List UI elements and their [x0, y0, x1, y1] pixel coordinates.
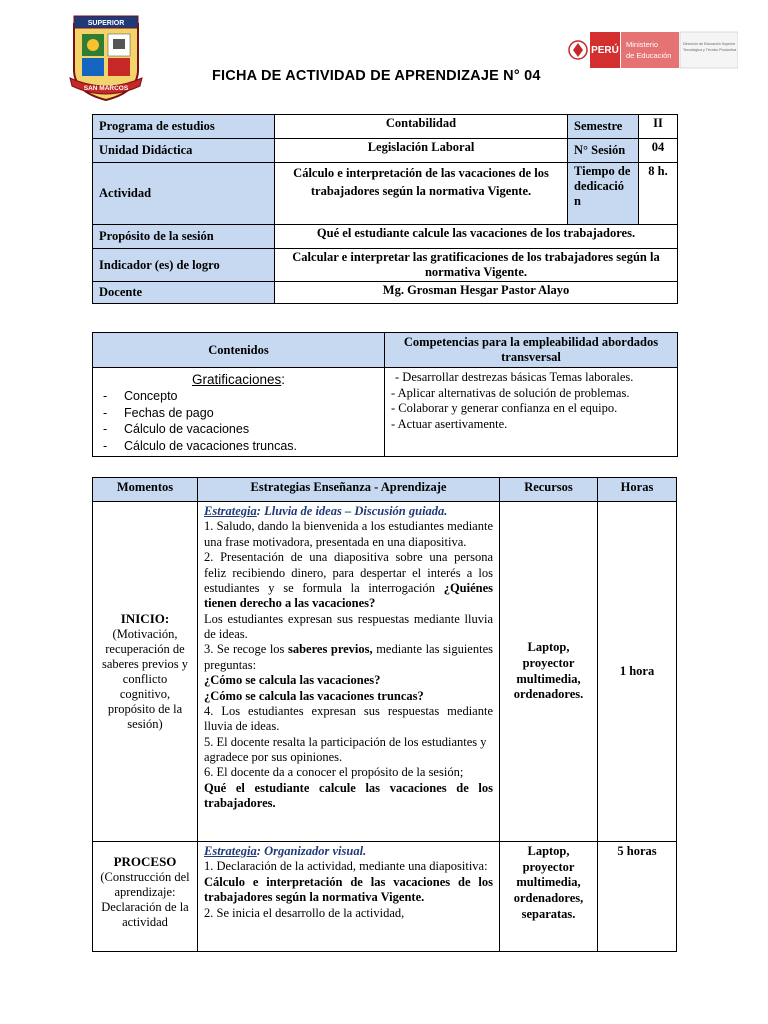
proceso-strategy-heading: Estrategia: Organizador visual.	[204, 844, 367, 858]
inicio-step: 4. Los estudiantes expresan sus respuestas mediante lluvia de ideas.	[204, 703, 493, 734]
institute-shield-logo	[68, 14, 144, 104]
estrategias-header: Estrategias Enseñanza - Aprendizaje	[198, 478, 500, 502]
competencias-header: Competencias para la empleabilidad abordados transversal	[385, 333, 678, 368]
proceso-strategies	[198, 842, 500, 952]
inicio-purpose: Qué el estudiante calcule las vacaciones de los trabajadores.	[204, 780, 493, 811]
semestre-value: II	[639, 115, 678, 139]
proceso-step: 2. Se inicia el desarrollo de la actividad,	[204, 905, 405, 920]
competencia-item: - Actuar asertivamente.	[391, 416, 508, 431]
actividad-value: Cálculo e interpretación de las vacaciones de los trabajadores según la normativa Vigente.	[275, 163, 568, 225]
competencias-cell	[385, 368, 678, 457]
momentos-header: Momentos	[93, 478, 198, 502]
contents-table	[92, 332, 678, 457]
contents-list	[99, 388, 378, 454]
svg-text:SAN MARCOS: SAN MARCOS	[83, 85, 129, 92]
list-item: - Cálculo de vacaciones	[103, 422, 250, 437]
inicio-step: Los estudiantes expresan sus respuestas mediante lluvia de ideas.	[204, 611, 493, 641]
indicador-label: Indicador (es) de logro	[93, 249, 275, 282]
inicio-strategies	[198, 502, 500, 842]
svg-text:Ministerio: Ministerio	[626, 40, 659, 49]
docente-value: Mg. Grosman Hesgar Pastor Alayo	[275, 282, 678, 304]
actividad-label: Actividad	[93, 163, 275, 225]
docente-label: Docente	[93, 282, 275, 304]
proceso-activity: Cálculo e interpretación de las vacaciones de los trabajadores según la normativa Vigente.	[204, 874, 493, 905]
proceso-recursos: Laptop, proyector multimedia, ordenadores, separatas.	[500, 842, 598, 952]
list-item: - Concepto	[103, 389, 178, 404]
list-item: - Cálculo de vacaciones truncas.	[103, 438, 298, 453]
competencia-item: - Desarrollar destrezas básicas Temas laborales.	[395, 370, 634, 384]
contenidos-cell	[93, 368, 385, 457]
ministry-logo	[568, 30, 738, 70]
proceso-horas: 5 horas	[598, 842, 677, 952]
inicio-step: 5. El docente resalta la participación de los estudiantes y agradece por sus opiniones.	[204, 734, 487, 764]
proposito-label: Propósito de la sesión	[93, 225, 275, 249]
svg-text:Tecnológica y Técnico Producti: Tecnológica y Técnico Productiva	[683, 48, 737, 52]
inicio-step: 1. Saludo, dando la bienvenida a los estudiantes mediante una frase motivadora, presentada en una diapositiva.	[204, 519, 493, 549]
session-info-table	[92, 114, 678, 304]
horas-header: Horas	[598, 478, 677, 502]
inicio-moment: INICIO: (Motivación, recuperación de saberes previos y conflicto cognitivo, propósito de la sesión)	[93, 502, 198, 842]
list-item: - Fechas de pago	[103, 405, 214, 420]
indicador-value: Calcular e interpretar las gratificaciones de los trabajadores según la normativa Vigente.	[275, 249, 678, 282]
inicio-question: ¿Cómo se calcula las vacaciones truncas?	[204, 688, 424, 703]
inicio-step: 3. Se recoge los saberes previos, mediante las siguientes preguntas:	[204, 642, 493, 672]
inicio-horas: 1 hora	[598, 502, 677, 842]
contenidos-header: Contenidos	[93, 333, 385, 368]
unidad-label: Unidad Didáctica	[93, 139, 275, 163]
svg-text:PERÚ: PERÚ	[591, 45, 619, 56]
inicio-step: 6. El docente da a conocer el propósito de la sesión;	[204, 765, 464, 780]
recursos-header: Recursos	[500, 478, 598, 502]
competencia-item: - Aplicar alternativas de solución de problemas.	[391, 385, 630, 400]
unidad-value: Legislación Laboral	[275, 139, 568, 163]
proposito-value: Qué el estudiante calcule las vacaciones de los trabajadores.	[275, 225, 678, 249]
svg-text:de Educación: de Educación	[626, 51, 672, 60]
semestre-label: Semestre	[568, 115, 639, 139]
inicio-step: 2. Presentación de una diapositiva sobre una persona feliz recibiendo dinero, para despertar el interés a los estudiantes y se formula la interrogación ¿Quiénes tienen derecho a las vacaciones?	[204, 550, 493, 611]
sesion-label: N° Sesión	[568, 139, 639, 163]
sesion-value: 04	[639, 139, 678, 163]
document-title: FICHA DE ACTIVIDAD DE APRENDIZAJE N° 04	[212, 68, 541, 84]
proceso-step: 1. Declaración de la actividad, mediante una diapositiva:	[204, 859, 488, 874]
svg-text:SUPERIOR: SUPERIOR	[87, 20, 125, 27]
inicio-question: ¿Cómo se calcula las vacaciones?	[204, 673, 381, 688]
programa-label: Programa de estudios	[93, 115, 275, 139]
proceso-moment: PROCESO (Construcción del aprendizaje: Declaración de la actividad	[93, 842, 198, 952]
tiempo-label: Tiempo de dedicació n	[568, 163, 639, 225]
tiempo-value: 8 h.	[639, 163, 678, 225]
svg-text:Dirección de Educación Superio: Dirección de Educación Superior	[683, 42, 736, 46]
programa-value: Contabilidad	[275, 115, 568, 139]
moments-table	[92, 477, 677, 952]
inicio-strategy-heading: Estrategia: Lluvia de ideas – Discusión guiada.	[204, 504, 448, 518]
inicio-recursos: Laptop, proyector multimedia, ordenadores.	[500, 502, 598, 842]
competencia-item: - Colaborar y generar confianza en el equipo.	[391, 401, 618, 415]
gratificaciones-title: Gratificaciones:	[191, 372, 286, 387]
